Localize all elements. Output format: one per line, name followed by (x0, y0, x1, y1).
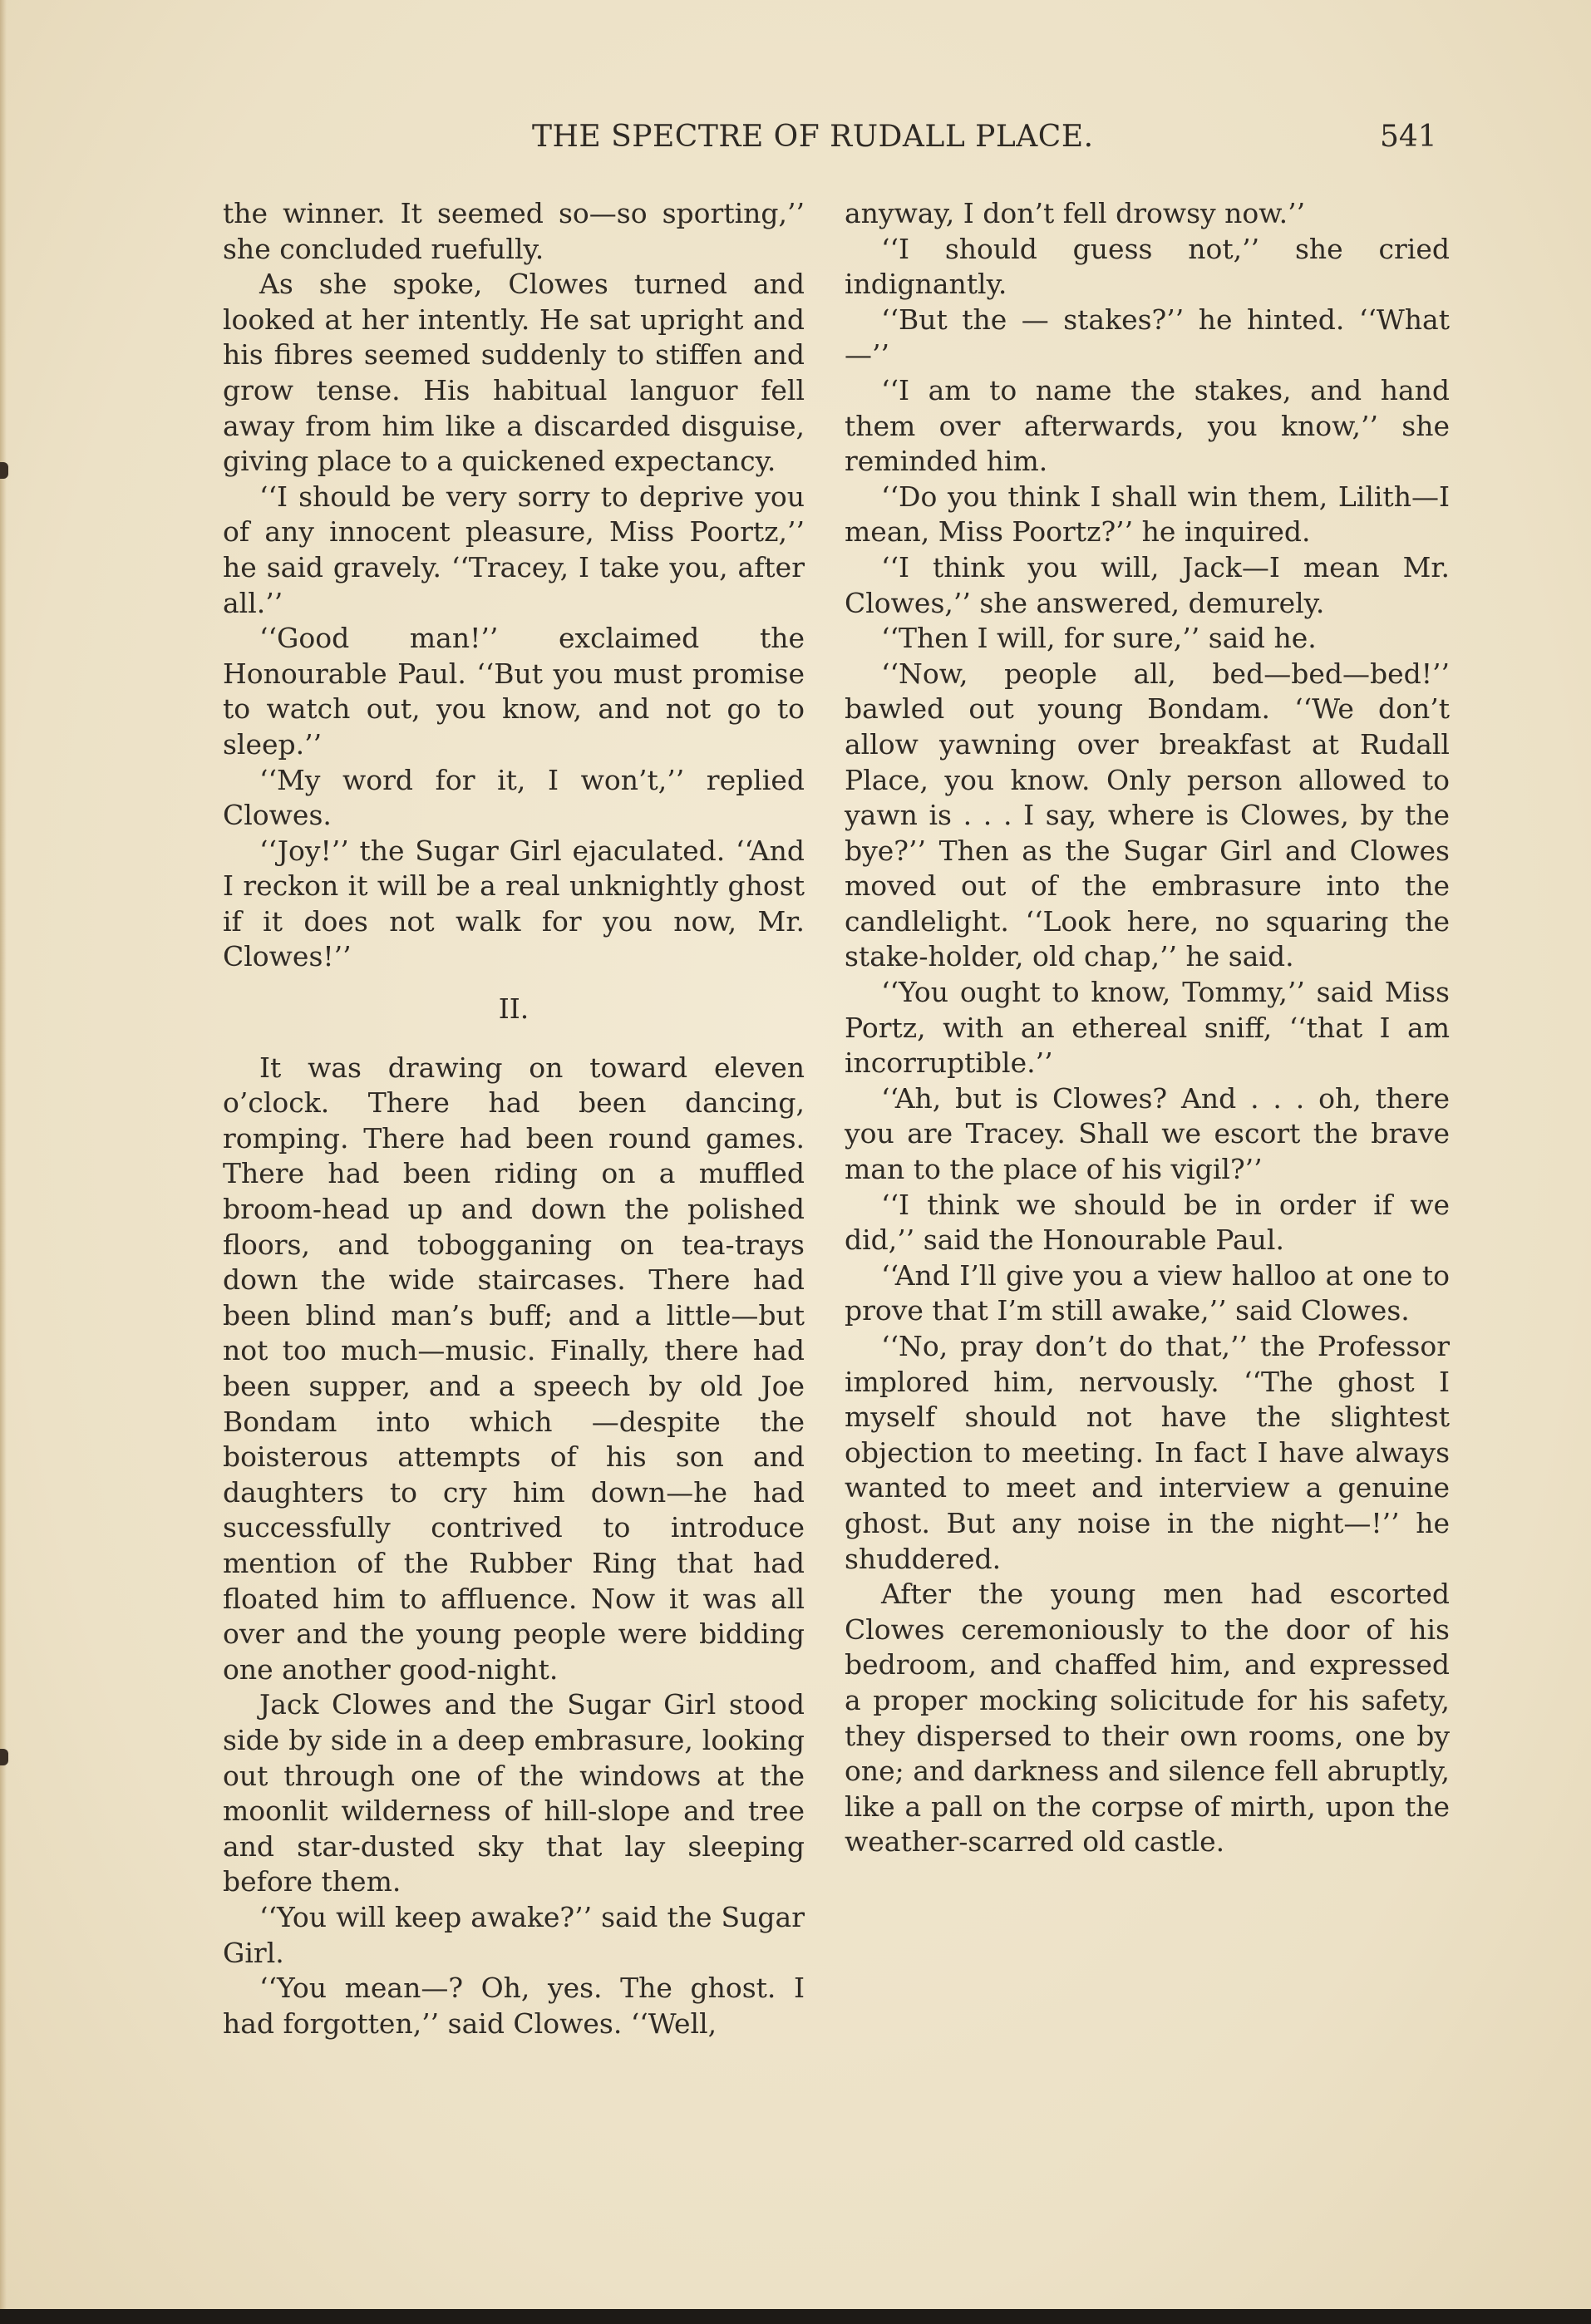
paragraph: ‘‘But the — stakes?’’ he hinted. ‘‘What—’’ (845, 303, 1450, 372)
page-left-edge (0, 0, 7, 2324)
paragraph: As she spoke, Clowes turned and looked at her intently. He sat upright and his fibres seemed suddenly to stiffen and grow tense. His habitual languor fell away from him like a discarded disguise, giving place to a quickened expectancy. (223, 268, 805, 478)
page-edge-mark (0, 1749, 8, 1765)
paragraph: ‘‘Now, people all, bed—bed—bed!’’ bawled out young Bondam. ‘‘We don’t allow yawning over breakfast at Rudall Place, you know. Only person allowed to yawn is . . . I say, where is Clowes, by the bye?’’ Then as the Sugar Girl and Clowes moved out of the embrasure into the candlelight. ‘‘Look here, no squaring the stake-holder, old chap,’’ he said. (845, 657, 1450, 973)
paragraph: It was drawing on toward eleven o’clock. There had been dancing, romping. There had been round games. There had been riding on a muffled broom-head up and down the polished floors, and tobogganing on tea-trays down the wide staircases. There had been blind man’s buff; and a little—but not too much—music. Finally, there had been supper, and a speech by old Joe Bondam into which —despite the boisterous attempts of his son and daughters to cry him down—he had successfully contrived to introduce mention of the Rubber Ring that had floated him to affluence. Now it was all over and the young people were bidding one another good-night. (223, 1051, 805, 1686)
paragraph: ‘‘You ought to know, Tommy,’’ said Miss Portz, with an ethereal sniff, ‘‘that I am incorruptible.’’ (845, 976, 1450, 1080)
paragraph: the winner. It seemed so—so sporting,’’ she concluded ruefully. (223, 197, 805, 265)
paragraph: ‘‘I should be very sorry to deprive you of any innocent pleasure, Miss Poortz,’’ he said gravely. ‘‘Tracey, I take you, after all.’’ (223, 480, 805, 619)
paragraph: ‘‘You will keep awake?’’ said the Sugar Girl. (223, 1900, 805, 1969)
section-heading: II. (498, 992, 530, 1026)
page-bottom-edge (0, 2309, 1591, 2324)
paragraph: ‘‘I think we should be in order if we did,’’ said the Honourable Paul. (845, 1188, 1450, 1257)
page-number: 541 (1380, 120, 1437, 154)
paragraph: ‘‘Then I will, for sure,’’ said he. (881, 622, 1317, 655)
paragraph: ‘‘Do you think I shall win them, Lilith—I mean, Miss Poortz?’’ he inquired. (845, 480, 1450, 549)
right-column (845, 196, 1450, 1860)
paragraph: ‘‘My word for it, I won’t,’’ replied Clowes. (223, 763, 805, 832)
paragraph: After the young men had escorted Clowes ceremoniously to the door of his bedroom, and chaffed him, and expressed a proper mocking solicitude for his safety, they dispersed to their own rooms, one by one; and darkness and silence fell abruptly, like a pall on the corpse of mirth, upon the weather-scarred old castle. (845, 1578, 1450, 1859)
left-column (223, 196, 805, 2041)
paragraph: ‘‘Joy!’’ the Sugar Girl ejaculated. ‘‘And I reckon it will be a real unknightly ghost if it does not walk for you now, Mr. Clowes!’’ (223, 834, 805, 973)
paragraph: ‘‘And I’ll give you a view halloo at one to prove that I’m still awake,’’ said Clowes. (845, 1258, 1450, 1327)
running-header: THE SPECTRE OF RUDALL PLACE. (532, 120, 1094, 154)
page-edge-mark (0, 462, 8, 479)
paragraph: Jack Clowes and the Sugar Girl stood side by side in a deep embrasure, looking out through one of the windows at the moonlit wilderness of hill-slope and tree and star-dusted sky that lay sleeping before them. (223, 1688, 805, 1898)
paragraph: anyway, I don’t fell drowsy now.’’ (845, 197, 1306, 229)
paragraph: ‘‘I think you will, Jack—I mean Mr. Clowes,’’ she answered, demurely. (845, 550, 1450, 619)
paragraph: ‘‘I should guess not,’’ she cried indignantly. (845, 232, 1450, 301)
paragraph: ‘‘Ah, but is Clowes? And . . . oh, there you are Tracey. Shall we escort the brave man to the place of his vigil?’’ (845, 1081, 1450, 1186)
paragraph: ‘‘No, pray don’t do that,’’ the Professor implored him, nervously. ‘‘The ghost I myself should not have the slightest objection to meeting. In fact I have always wanted to meet and interview a genuine ghost. But any noise in the night—!’’ he shuddered. (845, 1330, 1450, 1575)
paragraph: ‘‘I am to name the stakes, and hand them over afterwards, you know,’’ she reminded him. (845, 373, 1450, 478)
paragraph: ‘‘You mean—? Oh, yes. The ghost. I had forgotten,’’ said Clowes. ‘‘Well, (223, 1972, 805, 2040)
paragraph: ‘‘Good man!’’ exclaimed the Honourable Paul. ‘‘But you must promise to watch out, you know, and not go to sleep.’’ (223, 622, 805, 761)
